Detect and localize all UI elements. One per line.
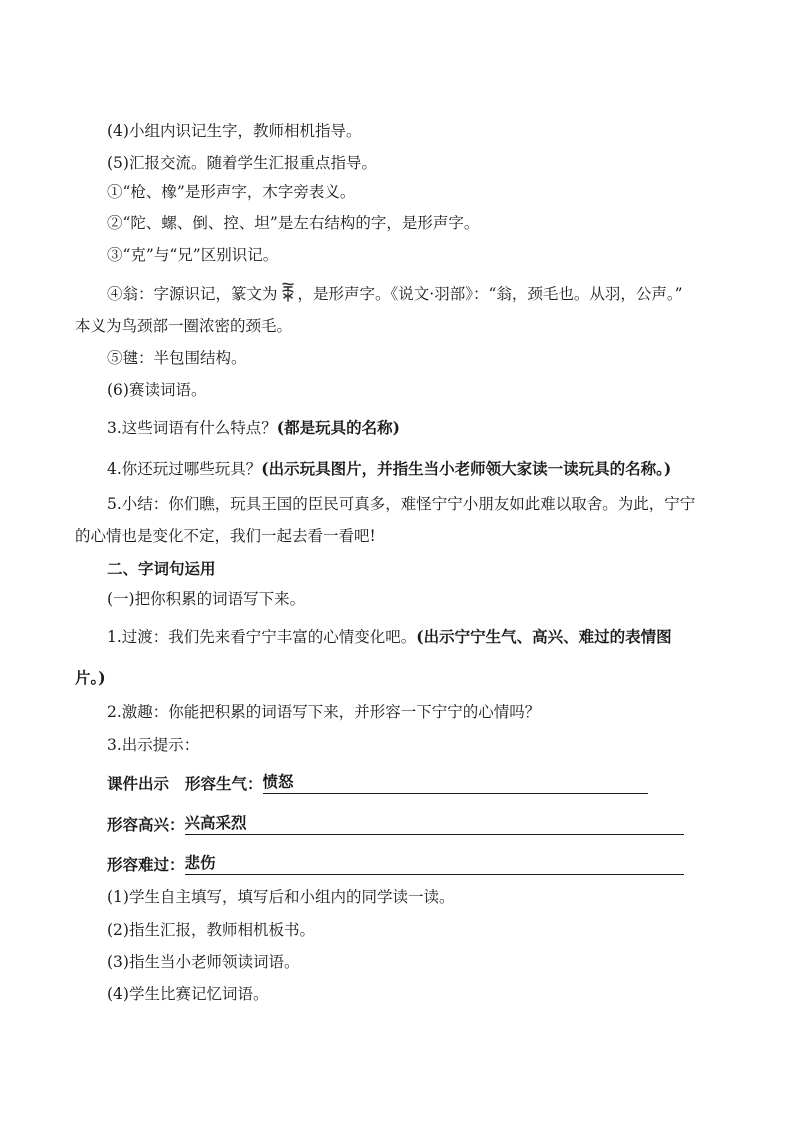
- step-4-text: (4)小组内识记生字，教师相机指导。: [107, 122, 362, 140]
- activity-2-line: [107, 920, 315, 940]
- fill-blank-happy: [185, 813, 684, 835]
- step-6-line: [107, 380, 206, 400]
- stimulate-text: 2.激趣：你能把积累的词语写下来，并形容一下宁宁的心情吗？: [107, 703, 541, 721]
- section-heading: [107, 559, 216, 579]
- note-1-line: [107, 182, 355, 202]
- note-4-line: [107, 282, 683, 307]
- step-4-line: [107, 121, 361, 141]
- fill-answer-sad: 悲伤: [184, 853, 216, 872]
- step-6-text: (6)赛读词语。: [107, 381, 207, 399]
- note-2-text: ②“陀、螺、倒、控、坦”是左右结构的字，是形声字。: [107, 214, 480, 232]
- note-5-line: [107, 348, 247, 368]
- transition-line: [107, 627, 672, 647]
- note-3-line: [107, 245, 278, 265]
- summary-text-cont: 的心情也是变化不定，我们一起去看一看吧!: [75, 527, 376, 545]
- summary-line: [107, 494, 695, 514]
- subsection-heading-text: (一)把你积累的词语写下来。: [107, 590, 306, 608]
- step-5-text: (5)汇报交流。随着学生汇报重点指导。: [107, 154, 377, 172]
- summary-text: 5.小结：你们瞧，玩具王国的臣民可真多，难怪宁宁小朋友如此难以取舍。为此，宁宁: [107, 495, 696, 513]
- fill-label-happy: 形容高兴：: [107, 815, 185, 834]
- activity-3-line: [107, 952, 299, 972]
- note-1-text: ①“枪、橡”是形声字，木字旁表义。: [107, 183, 356, 201]
- question-3-text: 3.这些词语有什么特点？: [107, 419, 277, 437]
- subsection-heading: [107, 589, 305, 609]
- question-4-line: [107, 459, 671, 479]
- stimulate-line: [107, 702, 540, 722]
- note-4-continuation: [75, 316, 292, 336]
- fill-blank-sad: [185, 853, 684, 875]
- fill-row-sad: [107, 853, 684, 875]
- summary-continuation: [75, 526, 376, 546]
- prompt-intro-line: [107, 735, 199, 755]
- note-3-text: ③“克”与“兄”区别识记。: [107, 246, 279, 264]
- note-2-line: [107, 213, 479, 233]
- question-4-text: 4.你还玩过哪些玩具？: [107, 460, 262, 478]
- activity-4-line: [107, 984, 268, 1004]
- note-5-text: ⑤毽：半包围结构。: [107, 349, 247, 367]
- fill-row-angry: [107, 772, 648, 794]
- fill-row-happy: [107, 813, 684, 835]
- transition-bold: (出示宁宁生气、高兴、难过的表情图: [416, 627, 672, 646]
- transition-text: 1.过渡：我们先来看宁宁丰富的心情变化吧。: [107, 628, 417, 646]
- fill-answer-happy: 兴高采烈: [184, 813, 247, 832]
- step-5-line: [107, 153, 377, 173]
- question-3-line: [107, 418, 400, 438]
- activity-1-text: (1)学生自主填写，填写后和小组内的同学读一读。: [107, 888, 455, 906]
- seal-script-weng-icon: [280, 282, 296, 307]
- fill-label-sad: 形容难过：: [107, 855, 185, 874]
- question-4-answer: (出示玩具图片，并指生当小老师领大家读一读玩具的名称。): [261, 459, 672, 478]
- section-heading-text: 二、字词句运用: [107, 559, 216, 578]
- question-3-answer: (都是玩具的名称): [276, 418, 400, 437]
- fill-label-angry: 形容生气：: [185, 774, 263, 793]
- fill-answer-angry: 愤怒: [262, 772, 294, 791]
- prompt-intro-text: 3.出示提示：: [107, 736, 200, 754]
- activity-3-text: (3)指生当小老师领读词语。: [107, 953, 300, 971]
- transition-continuation: [75, 668, 106, 688]
- note-4-text-c: 本义为鸟颈部一圈浓密的颈毛。: [75, 317, 293, 335]
- activity-1-line: [107, 887, 454, 907]
- transition-bold-cont: 片。): [75, 668, 106, 687]
- note-4-text-a: ④翁：字源识记，篆文为: [107, 285, 278, 303]
- note-4-text-b: ，是形声字。《说文·羽部》：“翁，颈毛也。从羽，公声。”: [297, 285, 683, 303]
- activity-2-text: (2)指生汇报，教师相机板书。: [107, 921, 315, 939]
- activity-4-text: (4)学生比赛记忆词语。: [107, 985, 269, 1003]
- courseware-label: 课件出示: [107, 774, 170, 793]
- fill-blank-angry: [263, 772, 648, 794]
